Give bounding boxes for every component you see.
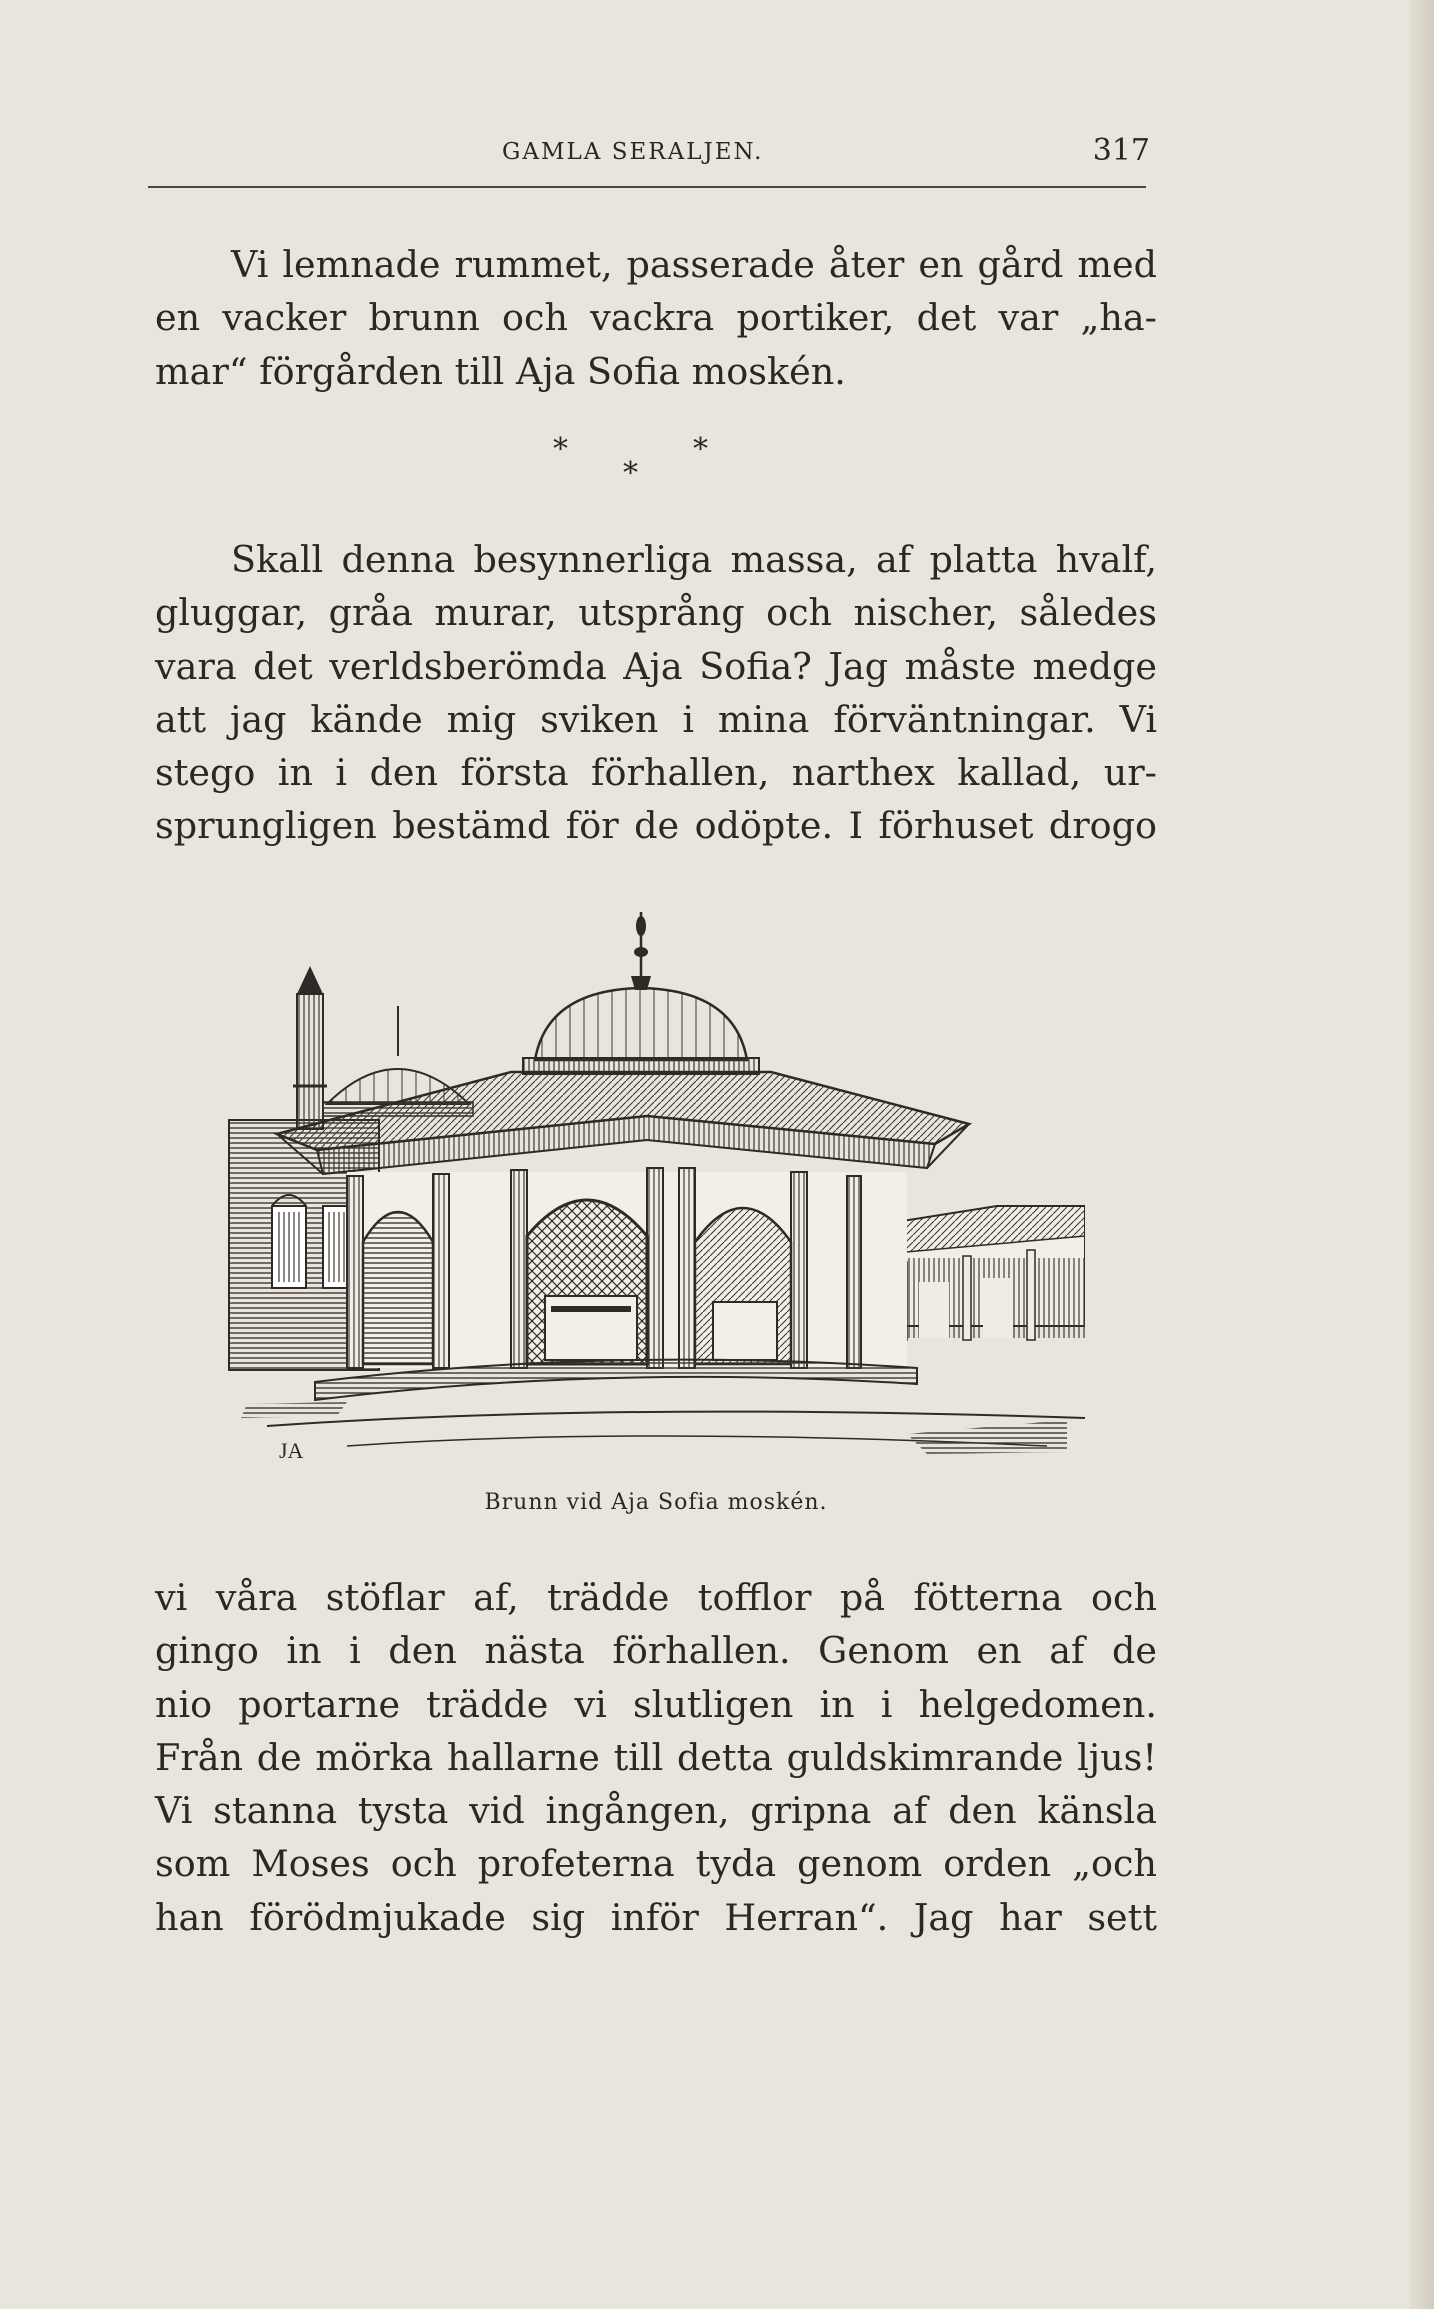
text-line: vi våra stöflar af, trädde tofflor på fötterna och	[155, 1576, 1157, 1619]
fountain-engraving	[227, 906, 1085, 1476]
text-line: Vi lemnade rummet, passerade åter en gård med	[231, 243, 1157, 286]
paragraph-3	[155, 1571, 1157, 1944]
engraver-mark: JA	[279, 1438, 304, 1463]
minaret	[297, 994, 323, 1129]
text-line: Från de mörka hallarne till detta guldskimrande ljus!	[155, 1735, 1157, 1779]
main-dome	[535, 988, 747, 1060]
figure-caption: Brunn vid Aja Sofia moskén.	[484, 1490, 828, 1515]
text-line: gluggar, gråa murar, utsprång och nischer, således	[155, 591, 1157, 635]
text-line: nio portarne trädde vi slutligen in i helgedomen.	[155, 1682, 1157, 1726]
text-line: som Moses och profeterna tyda genom orden „och	[155, 1842, 1157, 1886]
page-number: 317	[1092, 133, 1150, 168]
paragraph-2	[155, 533, 1157, 853]
text-line: mar“ förgården till Aja Sofia moskén.	[155, 349, 846, 393]
running-title: GAMLA SERALJEN.	[502, 139, 764, 165]
header-rule	[148, 186, 1146, 188]
running-head	[150, 133, 1150, 173]
asterism	[553, 432, 753, 502]
asterism-star: *	[623, 456, 638, 491]
asterism-star: *	[693, 432, 708, 467]
paragraph-1	[155, 238, 1157, 398]
text-line: Vi stanna tysta vid ingången, gripna af den känsla	[155, 1789, 1157, 1833]
text-line: att jag kände mig sviken i mina förväntningar. Vi	[155, 697, 1157, 741]
text-line: en vacker brunn och vackra portiker, det var „ha-	[155, 296, 1157, 340]
asterism-star: *	[553, 432, 568, 467]
text-line: sprungligen bestämd för de odöpte. I förhuset drogo	[155, 804, 1157, 848]
text-line: stego in i den första förhallen, narthex kallad, ur-	[155, 751, 1157, 795]
text-line: vara det verldsberömda Aja Sofia? Jag måste medge	[155, 644, 1157, 688]
page-edge	[1410, 0, 1434, 2309]
text-line: han förödmjukade sig inför Herran“. Jag har sett	[155, 1895, 1157, 1939]
text-line: Skall denna besynnerliga massa, af platta hvalf,	[231, 538, 1157, 581]
text-line: gingo in i den nästa förhallen. Genom en af de	[155, 1629, 1157, 1673]
